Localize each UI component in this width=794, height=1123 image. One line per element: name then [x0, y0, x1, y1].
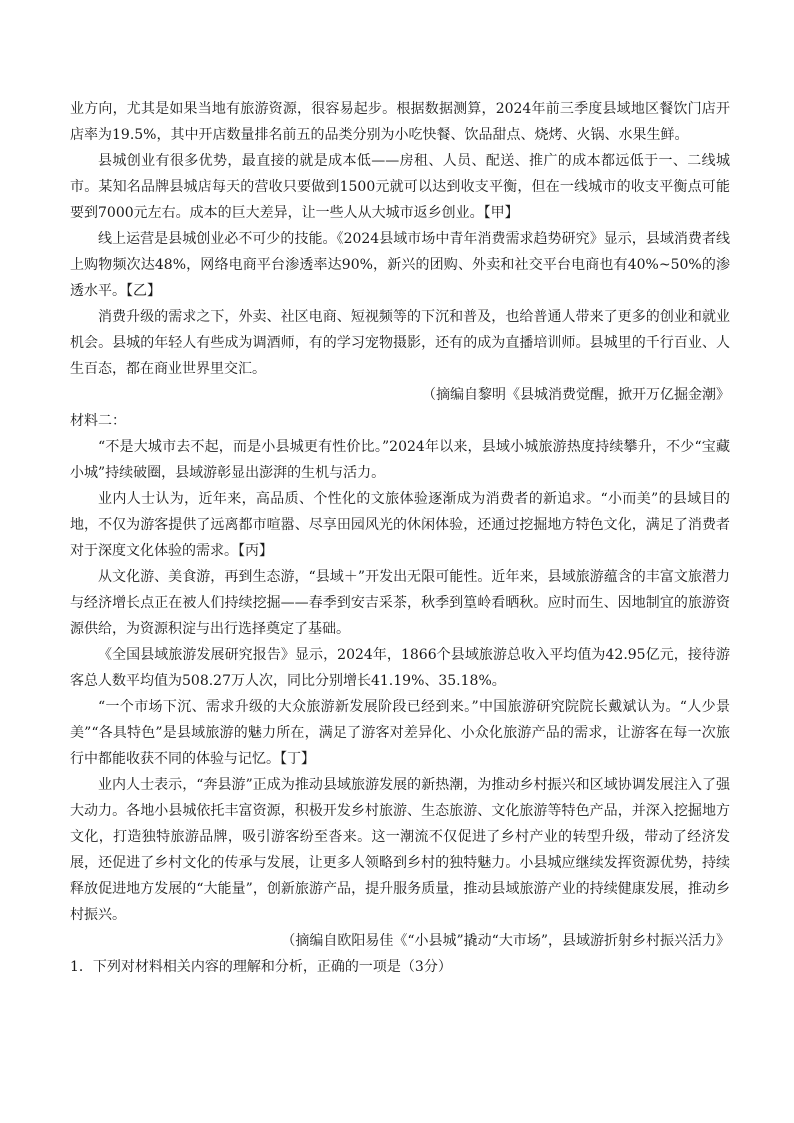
source-citation: （摘编自欧阳易佳《“小县城”撬动“大市场”，县域游折射乡村振兴活力》	[281, 933, 730, 949]
document-page	[70, 96, 730, 980]
paragraph: 业内人士认为，近年来，高品质、个性化的文旅体验逐渐成为消费者的新追求。“小而美”的县域目的地，不仅为游客提供了远离都市喧嚣、尽享田园风光的休闲体验，还通过挖掘地方特色文化，满足了消费者对于深度文化体验的需求。【丙】	[70, 491, 730, 559]
paragraph: “一个市场下沉、需求升级的大众旅游新发展阶段已经到来。”中国旅游研究院院长戴斌认为。“人少景美”“各具特色”是县域旅游的魅力所在，满足了游客对差异化、小众化旅游产品的需求，让游客在每一次旅行中都能收获不同的体验与记忆。【丁】	[70, 699, 730, 767]
paragraph: 《全国县域旅游发展研究报告》显示，2024年，1866个县域旅游总收入平均值为42.95亿元，接待游客总人数平均值为508.27万人次，同比分别增长41.19%、35.18%。	[70, 647, 730, 689]
section-label: 材料二：	[70, 413, 126, 429]
paragraph: 消费升级的需求之下，外卖、社区电商、短视频等的下沉和普及，也给普通人带来了更多的创业和就业机会。县城的年轻人有些成为调酒师，有的学习宠物摄影，还有的成为直播培训师。县城里的千行百业、人生百态，都在商业世界里交汇。	[70, 309, 730, 377]
paragraph: 县城创业有很多优势，最直接的就是成本低——房租、人员、配送、推广的成本都远低于一、二线城市。某知名品牌县城店每天的营收只要做到1500元就可以达到收支平衡，但在一线城市的收支平衡点可能要到7000元左右。成本的巨大差异，让一些人从大城市返乡创业。【甲】	[70, 153, 730, 221]
question-stem: 1．下列对材料相关内容的理解和分析，正确的一项是（3分）	[70, 959, 452, 975]
paragraph: 业方向，尤其是如果当地有旅游资源，很容易起步。根据数据测算，2024年前三季度县域地区餐饮门店开店率为19.5%，其中开店数量排名前五的品类分别为小吃快餐、饮品甜点、烧烤、火锅、水果生鲜。	[70, 101, 730, 143]
source-citation: （摘编自黎明《县城消费觉醒，掀开万亿掘金潮》	[422, 387, 730, 403]
paragraph: 线上运营是县城创业必不可少的技能。《2024县域市场中青年消费需求趋势研究》显示，县域消费者线上购物频次达48%，网络电商平台渗透率达90%，新兴的团购、外卖和社交平台电商也有40%~50%的渗透水平。【乙】	[70, 231, 730, 299]
paragraph: 从文化游、美食游，再到生态游，“县域＋”开发出无限可能性。近年来，县域旅游蕴含的丰富文旅潜力与经济增长点正在被人们持续挖掘——春季到安吉采茶，秋季到篁岭看晒秋。应时而生、因地制宜的旅游资源供给，为资源积淀与出行选择奠定了基础。	[70, 569, 730, 637]
paragraph: 业内人士表示，“奔县游”正成为推动县域旅游发展的新热潮，为推动乡村振兴和区域协调发展注入了强大动力。各地小县城依托丰富资源，积极开发乡村旅游、生态旅游、文化旅游等特色产品，并深入挖掘地方文化，打造独特旅游品牌，吸引游客纷至沓来。这一潮流不仅促进了乡村产业的转型升级，带动了经济发展，还促进了乡村文化的传承与发展，让更多人领略到乡村的独特魅力。小县城应继续发挥资源优势，持续释放促进地方发展的“大能量”，创新旅游产品，提升服务质量，推动县域旅游产业的持续健康发展，推动乡村振兴。	[70, 777, 730, 923]
paragraph: “不是大城市去不起，而是小县城更有性价比。”2024年以来，县域小城旅游热度持续攀升，不少“宝藏小城”持续破圈，县域游彰显出澎湃的生机与活力。	[70, 439, 730, 481]
